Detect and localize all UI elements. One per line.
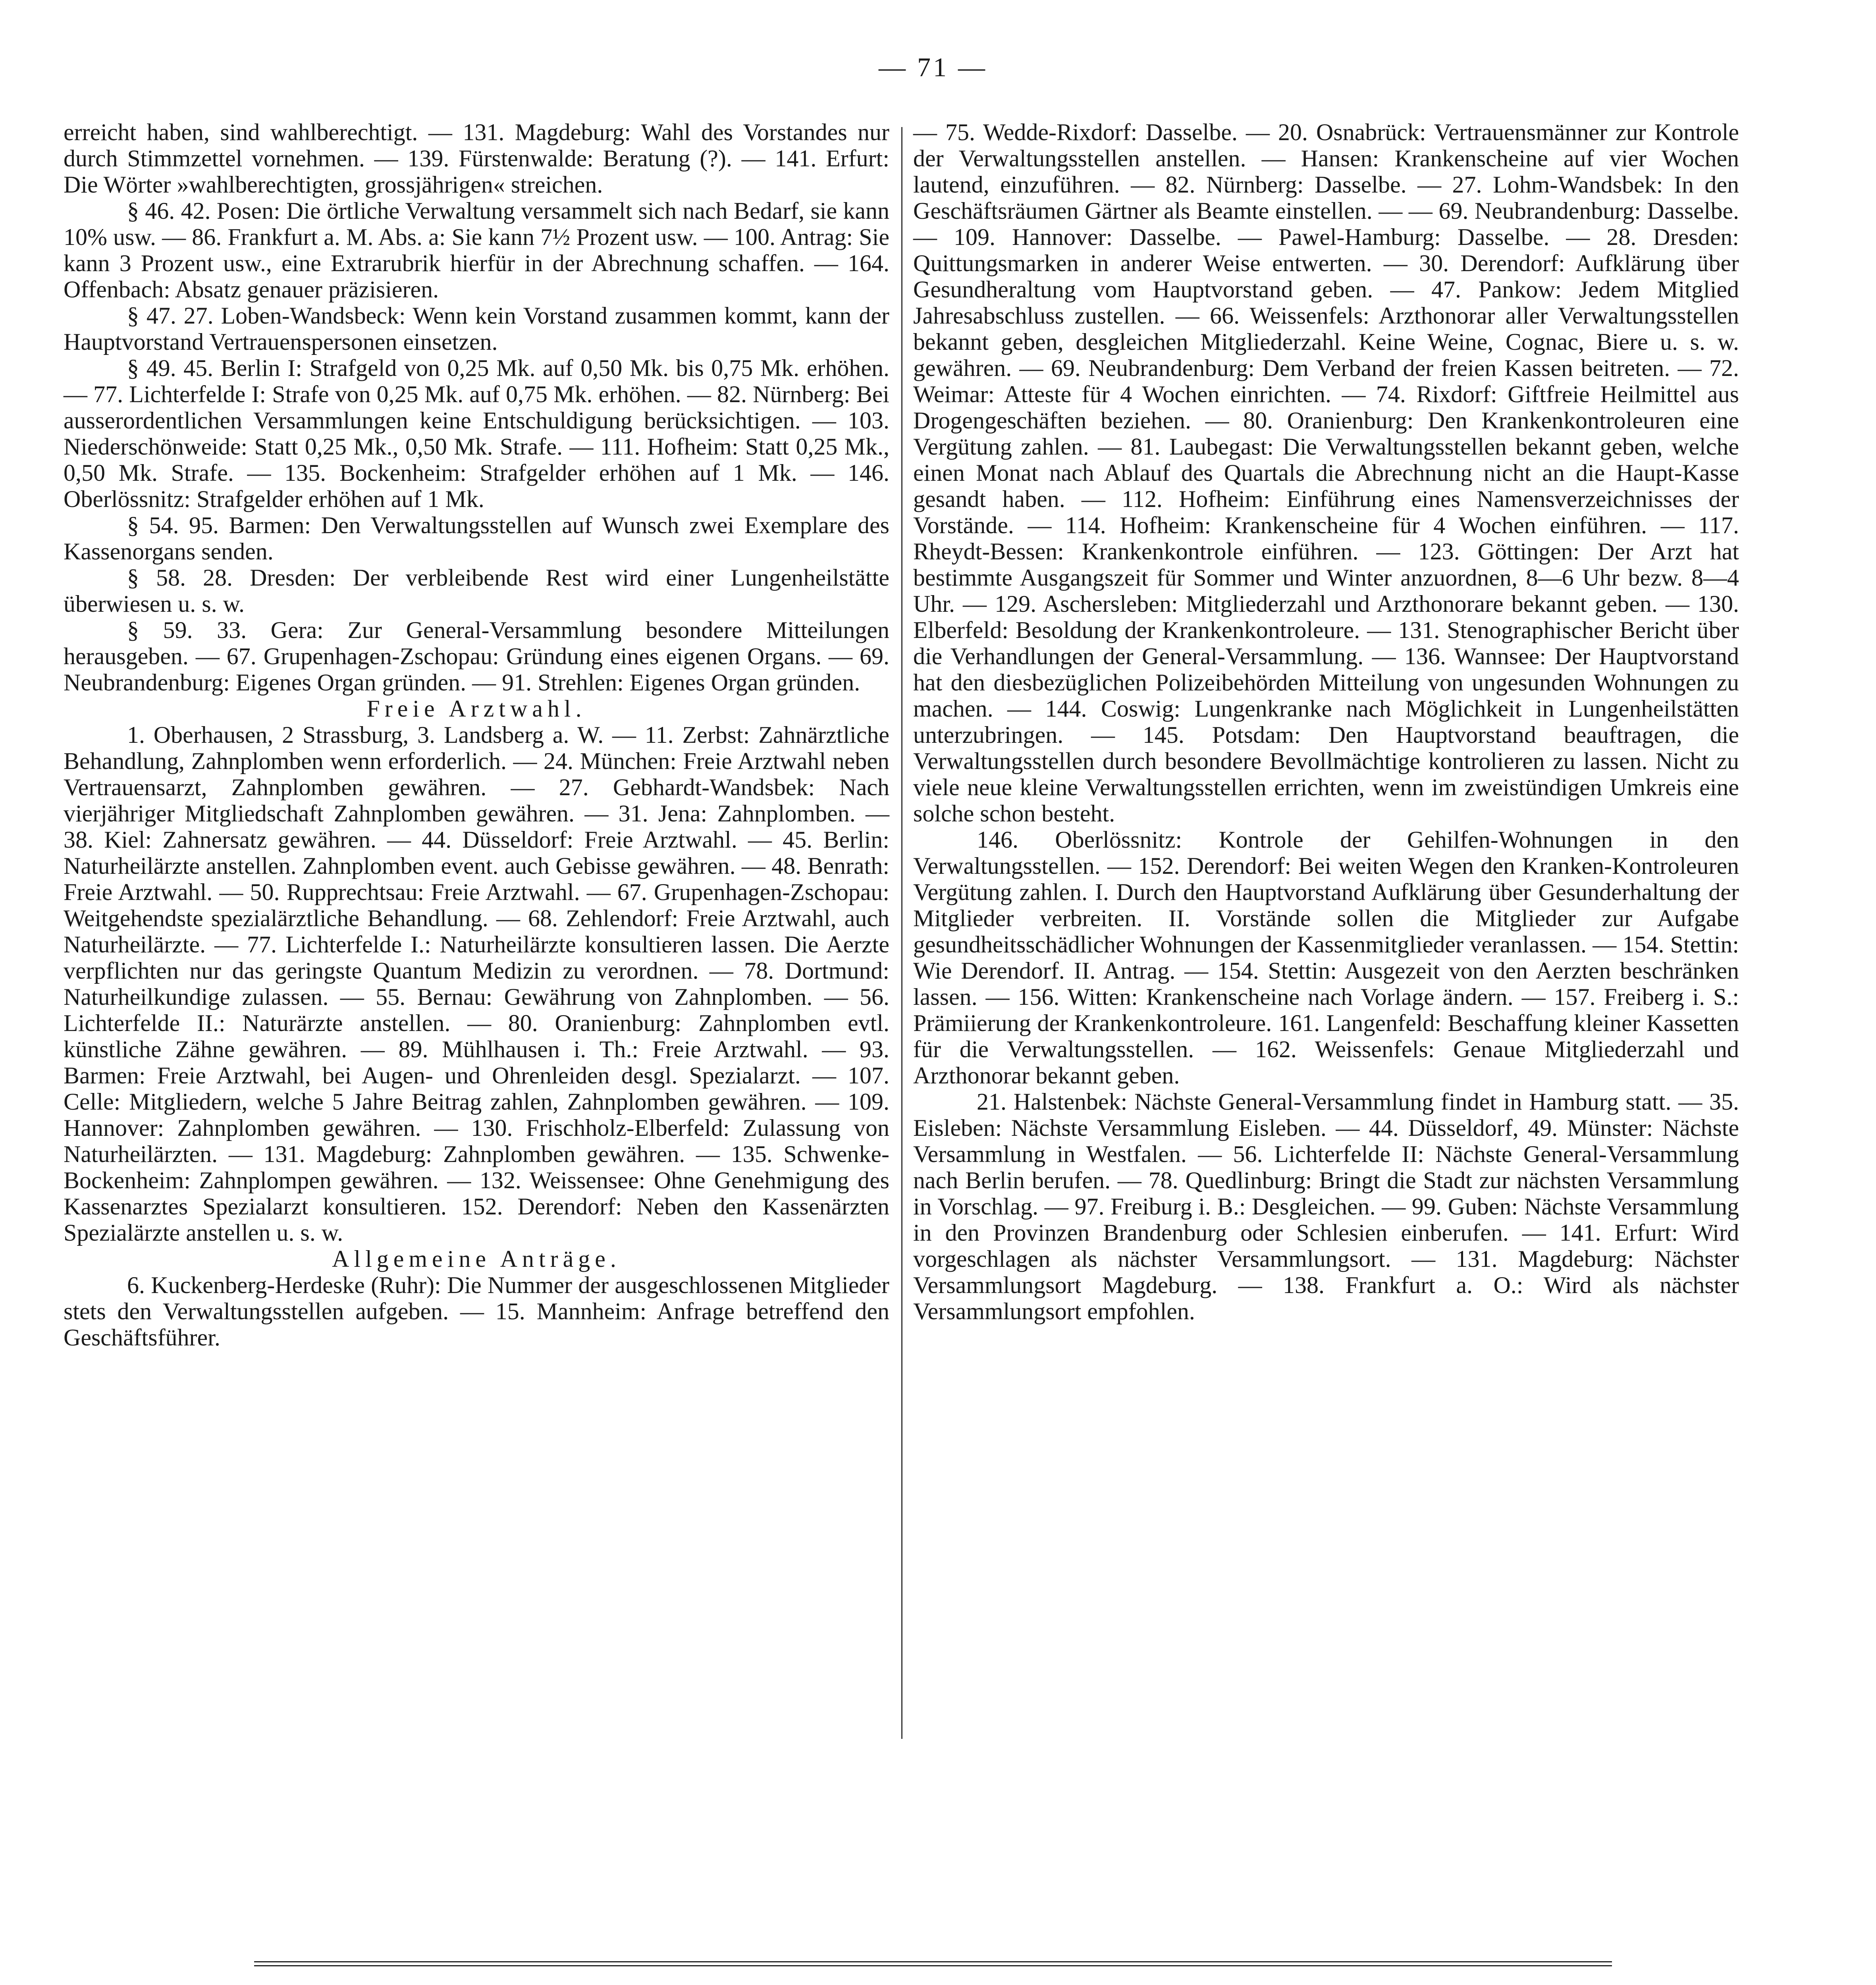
right-paragraph: 146. Oberlössnitz: Kontrole der Gehilfen-Wohnungen in den Verwaltungsstellen. — 152. Derendorf: Bei weiten Wegen den Kranken-Kontroleuren Vergütung zahlen. I. Durch den Hauptvorstand Aufklärung über Gesunderhaltung der Mitglieder verbreiten. II. Vorstände sollen die Mitglieder zur Aufgabe gesundheitsschädlicher Wohnungen der Kassenmitglieder veranlassen. — 154. Stettin: Wie Derendorf. II. Antrag. — 154. Stettin: Ausgezeit von den Aerzten beschränken lassen. — 156. Witten: Krankenscheine nach Vorlage ändern. — 157. Freiberg i. S.: Prämiierung der Krankenkontroleure. 161. Langenfeld: Beschaffung kleiner Kassetten für die Verwaltungsstellen. — 162. Weissenfels: Genaue Mitgliederzahl und Arzthonorar bekannt geben. (913, 827, 1739, 1089)
left-paragraph: § 46. 42. Posen: Die örtliche Verwaltung versammelt sich nach Bedarf, sie kann 10% usw. — 86. Frankfurt a. M. Abs. a: Sie kann 7½ Prozent usw. — 100. Antrag: Sie kann 3 Prozent usw., eine Extrarubrik hierfür in der Abrechnung schaffen. — 164. Offenbach: Absatz genauer präzisieren. (64, 198, 889, 303)
left-paragraph: § 47. 27. Loben-Wandsbeck: Wenn kein Vorstand zusammen kommt, kann der Hauptvorstand Vertrauenspersonen einsetzen. (64, 303, 889, 355)
section-heading-freie-arztwahl: Freie Arztwahl. (366, 696, 586, 722)
right-paragraph: 21. Halstenbek: Nächste General-Versammlung findet in Hamburg statt. — 35. Eisleben: Nächste Versammlung Eisleben. — 44. Düsseldorf, 49. Münster: Nächste Versammlung in Westfalen. — 56. Lichterfelde II: Nächste General-Versammlung nach Berlin berufen. — 78. Quedlinburg: Bringt die Stadt zur nächsten Versammlung in Vorschlag. — 97. Freiburg i. B.: Desgleichen. — 99. Guben: Nächste Versammlung in den Provinzen Brandenburg oder Schlesien einberufen. — 141. Erfurt: Wird vorgeschlagen als nächster Versammlungsort. — 131. Magdeburg: Nächster Versammlungsort Magdeburg. — 138. Frankfurt a. O.: Wird als nächster Versammlungsort empfohlen. (913, 1089, 1739, 1324)
left-paragraph: § 59. 33. Gera: Zur General-Versammlung besondere Mitteilungen herausgeben. — 67. Grupenhagen-Zschopau: Gründung eines eigenen Organs. — 69. Neubrandenburg: Eigenes Organ gründen. — 91. Strehlen: Eigenes Organ gründen. (64, 617, 889, 696)
freie-arztwahl-text: 1. Oberhausen, 2 Strassburg, 3. Landsberg a. W. — 11. Zerbst: Zahnärztliche Behandlung, Zahnplomben wenn erforderlich. — 24. München: Freie Arztwahl neben Vertrauensarzt, Zahnplomben gewähren. — 27. Gebhardt-Wandsbek: Nach vierjähriger Mitgliedschaft Zahnplomben gewähren. — 31. Jena: Zahnplomben. — 38. Kiel: Zahnersatz gewähren. — 44. Düsseldorf: Freie Arztwahl. — 45. Berlin: Naturheilärzte anstellen. Zahnplomben event. auch Gebisse gewähren. — 48. Benrath: Freie Arztwahl. — 50. Rupprechtsau: Freie Arztwahl. — 67. Grupenhagen-Zschopau: Weitgehendste spezialärztliche Behandlung. — 68. Zehlendorf: Freie Arztwahl, auch Naturheilärzte. — 77. Lichterfelde I.: Naturheilärzte konsultieren lassen. Die Aerzte verpflichten nur das geringste Quantum Medizin zu verordnen. — 78. Dortmund: Naturheilkundige zulassen. — 55. Bernau: Gewährung von Zahnplomben. — 56. Lichterfelde II.: Naturärzte anstellen. — 80. Oranienburg: Zahnplomben evtl. künstliche Zähne gewähren. — 89. Mühlhausen i. Th.: Freie Arztwahl. — 93. Barmen: Freie Arztwahl, bei Augen- und Ohrenleiden desgl. Spezialarzt. — 107. Celle: Mitgliedern, welche 5 Jahre Beitrag zahlen, Zahnplomben gewähren. — 109. Hannover: Zahnplomben gewähren. — 130. Frischholz-Elberfeld: Zulassung von Naturheilärzten. — 131. Magdeburg: Zahnplomben gewähren. — 135. Schwenke-Bockenheim: Zahnplompen gewähren. — 132. Weissensee: Ohne Genehmigung des Kassenarztes Spezialarzt konsultieren. 152. Derendorf: Neben den Kassenärzten Spezialärzte anstellen u. s. w. (64, 722, 889, 1246)
right-column (913, 119, 1739, 1324)
right-paragraph: — 75. Wedde-Rixdorf: Dasselbe. — 20. Osnabrück: Vertrauensmänner zur Kontrole der Verwaltungsstellen anstellen. — Hansen: Krankenscheine auf vier Wochen lautend, einzuführen. — 82. Nürnberg: Dasselbe. — 27. Lohm-Wandsbek: In den Geschäftsräumen Gärtner als Beamte einstellen. — — 69. Neubrandenburg: Dasselbe. — 109. Hannover: Dasselbe. — Pawel-Hamburg: Dasselbe. — 28. Dresden: Quittungsmarken in anderer Weise entwerten. — 30. Derendorf: Aufklärung über Gesundheraltung vom Hauptvorstand geben. — 47. Pankow: Jedem Mitglied Jahresabschluss zustellen. — 66. Weissenfels: Arzthonorar aller Verwaltungsstellen bekannt geben, desgleichen Mitgliederzahl. Keine Weine, Cognac, Biere u. s. w. gewähren. — 69. Neubrandenburg: Dem Verband der freien Kassen beitreten. — 72. Weimar: Atteste für 4 Wochen einrichten. — 74. Rixdorf: Giftfreie Heilmittel aus Drogengeschäften beziehen. — 80. Oranienburg: Den Krankenkontroleuren eine Vergütung zahlen. — 81. Laubegast: Die Verwaltungsstellen bekannt geben, welche einen Monat nach Ablauf des Quartals die Abrechnung nicht an die Haupt-Kasse gesandt haben. — 112. Hofheim: Einführung eines Namensverzeichnisses der Vorstände. — 114. Hofheim: Krankenscheine für 4 Wochen einführen. — 117. Rheydt-Bessen: Krankenkontrole einführen. — 123. Göttingen: Der Arzt hat bestimmte Ausgangszeit für Sommer und Winter anzuordnen, 8—6 Uhr bezw. 8—4 Uhr. — 129. Aschersleben: Mitgliederzahl und Arzthonorare bekannt geben. — 130. Elberfeld: Besoldung der Krankenkontroleure. — 131. Stenographischer Bericht über die Verhandlungen der General-Versammlung. — 136. Wannsee: Der Hauptvorstand hat den diesbezüglichen Polizeibehörden Mitteilung von ungesunden Wohnungen zu machen. — 144. Coswig: Lungenkranke nach Möglichkeit in Lungenheilstätten unterzubringen. — 145. Potsdam: Den Hauptvorstand beauftragen, die Verwaltungsstellen durch besondere Bevollmächtige kontrolieren zu lassen. Nicht zu viele neue kleine Verwaltungsstellen errichten, wenn im zweistündigen Umkreis eine solche schon besteht. (913, 119, 1739, 827)
left-paragraph: § 58. 28. Dresden: Der verbleibende Rest wird einer Lungenheilstätte überwiesen u. s. w. (64, 565, 889, 617)
column-divider (901, 127, 902, 1739)
allgemeine-antraege-text: 6. Kuckenberg-Herdeske (Ruhr): Die Nummer der ausgeschlossenen Mitglieder stets den Verwaltungsstellen aufgeben. — 15. Mannheim: Anfrage betreffend den Geschäftsführer. (64, 1272, 889, 1351)
page-number: — 71 — (879, 52, 987, 82)
section-heading-allgemeine-antraege: Allgemeine Anträge. (332, 1246, 621, 1272)
left-paragraph: § 54. 95. Barmen: Den Verwaltungsstellen auf Wunsch zwei Exemplare des Kassenorgans senden. (64, 512, 889, 565)
section-separator (254, 1961, 1612, 1966)
left-paragraph: § 49. 45. Berlin I: Strafgeld von 0,25 Mk. auf 0,50 Mk. bis 0,75 Mk. erhöhen. — 77. Lichterfelde I: Strafe von 0,25 Mk. auf 0,75 Mk. erhöhen. — 82. Nürnberg: Bei ausserordentlichen Versammlungen keine Entschuldigung berücksichtigen. — 103. Niederschönweide: Statt 0,25 Mk., 0,50 Mk. Strafe. — 111. Hofheim: Statt 0,25 Mk., 0,50 Mk. Strafe. — 135. Bockenheim: Strafgelder erhöhen auf 1 Mk. — 146. Oberlössnitz: Strafgelder erhöhen auf 1 Mk. (64, 355, 889, 512)
left-column (64, 119, 889, 1351)
left-paragraph: erreicht haben, sind wahlberechtigt. — 131. Magdeburg: Wahl des Vorstandes nur durch Stimmzettel vornehmen. — 139. Fürstenwalde: Beratung (?). — 141. Erfurt: Die Wörter »wahlberechtigten, grossjährigen« streichen. (64, 119, 889, 198)
